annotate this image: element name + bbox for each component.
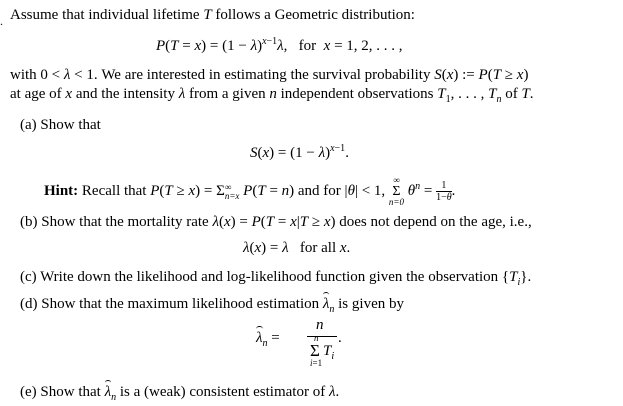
pmf-formula: $P(T = x) = (1 - \lambda)^{x-1}\lambda$, for x = 1, 2, . . . , [156,36,403,54]
cropped-mark: . [0,14,3,28]
lambda-hat-lhs: $\lambda_n$ = [256,330,280,349]
sum-sigma: Σ [310,341,320,360]
intro-line-3: at age of x and the intensity λ from a given n independent observations $T_1$, . . . , $T_n$ of T. [10,86,534,105]
frac-period: . [338,330,342,346]
frac-numerator: n [316,317,324,333]
part-a-formula: $S(x) = (1 - \lambda)^{x-1}$. [250,143,349,161]
intro-line-1: Assume that individual lifetime T follows a Geometric distribution: [10,7,415,23]
sum-upper: n [314,333,319,343]
part-c-label: (c) Write down the likelihood and log-likelihood function given the observation $\{T_i\}$. [20,269,532,288]
intro-line-2: with 0 < λ < 1. We are interested in estimating the survival probability S(x) := P(T ≥ x) [10,67,529,83]
part-b-formula: λ(x) = λ for all x. [243,240,351,256]
part-e-label: (e) Show that $\lambda_n$ is a (weak) consistent estimator of λ. [20,384,340,403]
sum-lower: i=1 [310,358,323,368]
frac-bar [307,336,337,337]
part-b-label: (b) Show that the mortality rate λ(x) = P(T = x|T ≥ x) does not depend on the age, i.e., [20,214,532,230]
part-a-label: (a) Show that [20,117,101,133]
sum-term: $T_i$ [323,343,335,362]
part-d-label: (d) Show that the maximum likelihood estimation $\lambda_n$ is given by [20,296,404,315]
part-a-hint: Hint: Recall that P(T ≥ x) = Σ ∞ n=x P(T = n) and for |θ| < 1, ∞ Σ n=0 $\theta^n$ = $\frac{1}{1-\theta}$ . [44,175,456,207]
